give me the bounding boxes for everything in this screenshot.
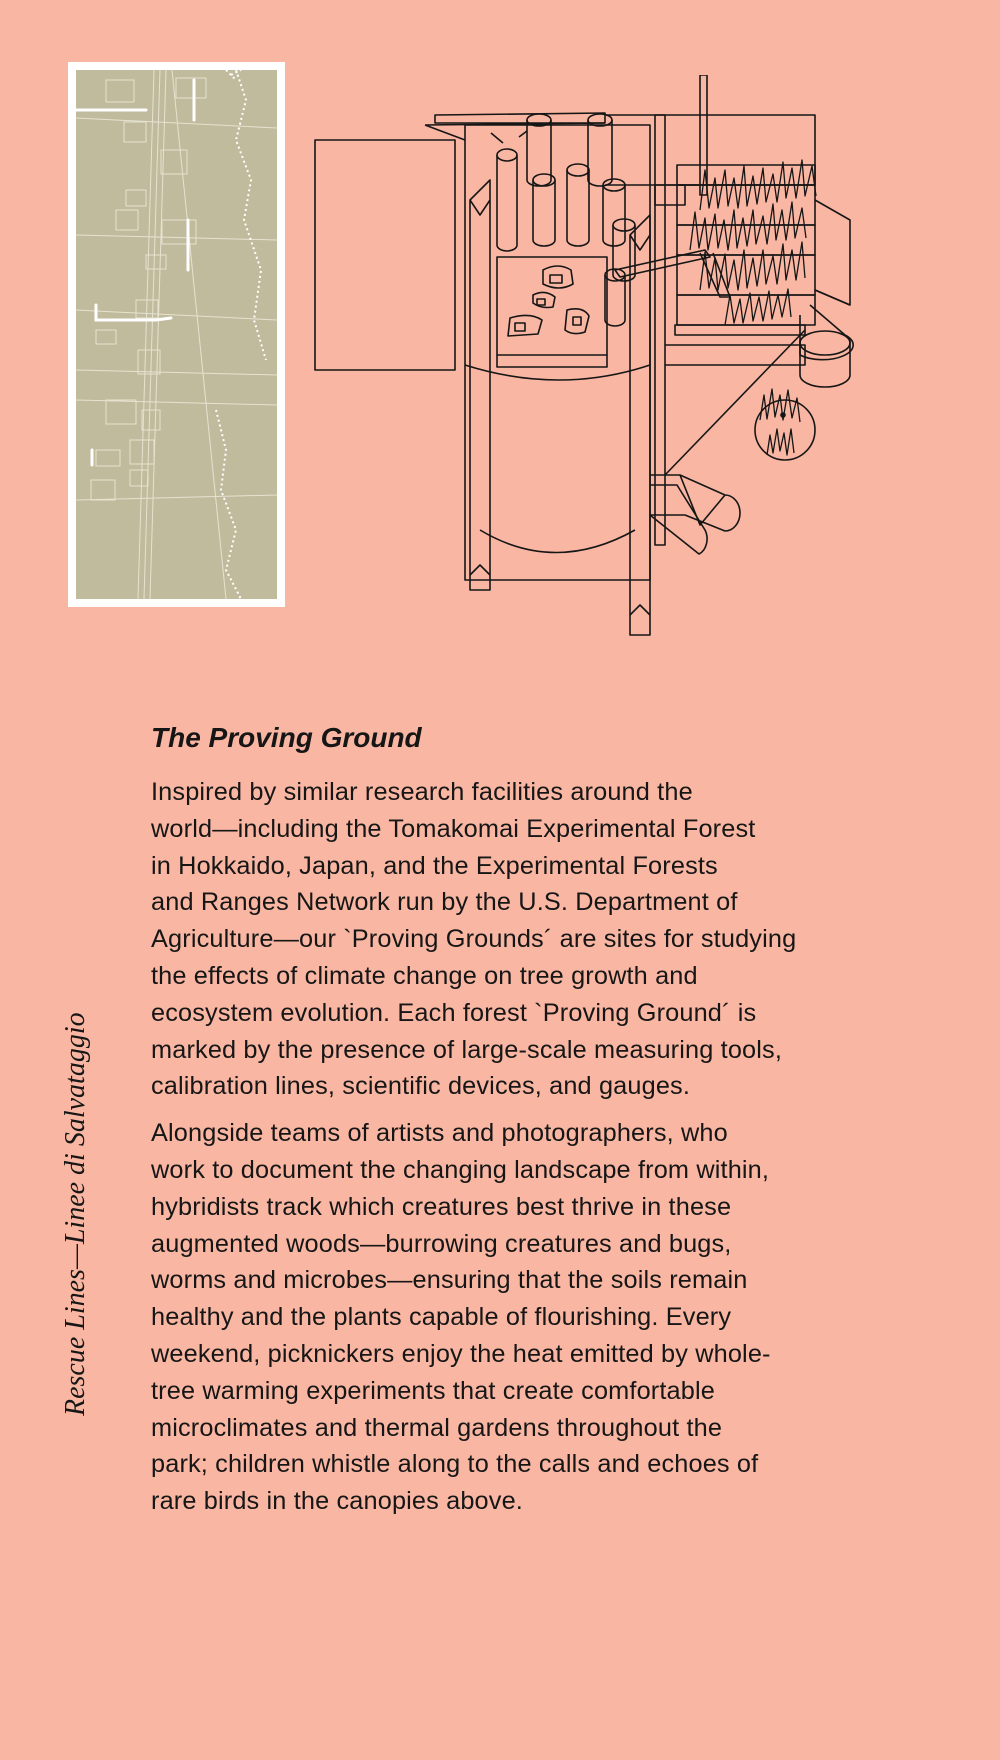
cylinders [491,114,635,326]
article [151,720,931,1530]
site-map-frame [68,62,285,607]
article-paragraph-2: Alongside teams of artists and photographers, who work to document the changing landscape from within, hybridists track which creatures best thrive in these augmented woods—burrowing creatures and bugs, worms and microbes—ensuring that the soils remain healthy and the plants capable of flourishing. Every weekend, picknickers enjoy the heat emitted by whole- tree warming experiments that create comfortable microclimates and thermal gardens throughout the park; children whistle along to the calls and echoes of rare birds in the canopies above. [151,1119,771,1516]
proving-ground-line-drawing [305,75,965,655]
map-background [76,70,277,599]
site-map [76,70,277,599]
left-panel [315,140,455,370]
article-title: The Proving Ground [151,722,422,753]
article-paragraph-1: Inspired by similar research facilities around the world—including the Tomakomai Experimental Forest in Hokkaido, Japan, and the Experimental Forests and Ranges Network run by the U.S. Department of Agriculture—our `Proving Grounds´ are sites for studying the effects of climate change on tree growth and ecosystem evolution. Each forest `Proving Ground´ is marked by the presence of large-scale measuring tools, calibration lines, scientific devices, and gauges. [151,778,797,1101]
specimen-box [497,257,607,367]
spine-title: Rescue Lines—Linee di Salvataggio [60,1012,91,1416]
